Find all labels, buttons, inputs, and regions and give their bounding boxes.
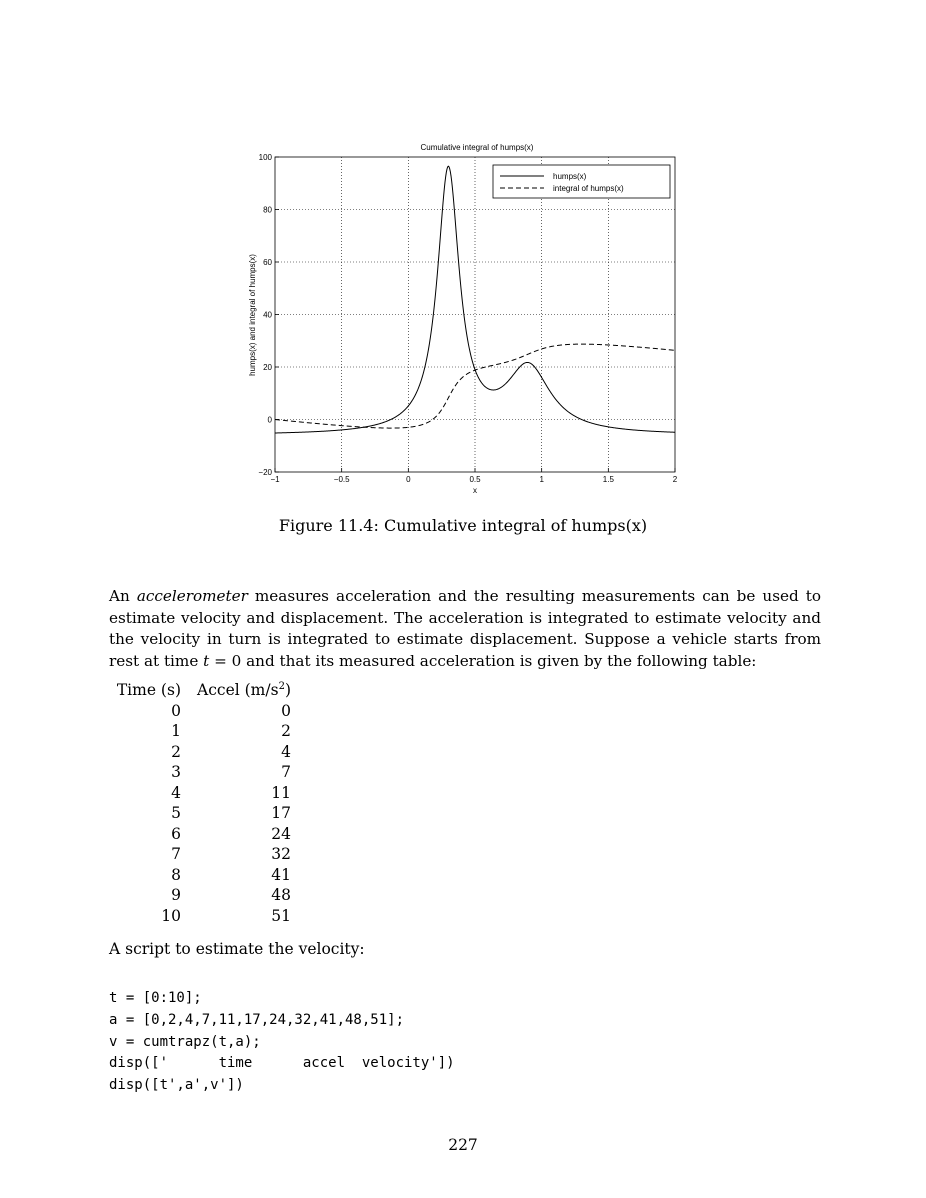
cell-time: 7 (171, 845, 181, 863)
cell-time: 4 (171, 783, 181, 802)
cell-time: 0 (171, 701, 181, 720)
cell-accel: 2 (281, 722, 291, 740)
script-intro: A script to estimate the velocity: (109, 940, 365, 958)
cell-time: 1 (171, 722, 181, 740)
table-header-row (115, 680, 291, 701)
header-time: Time (s) (116, 681, 181, 700)
cell-accel: 11 (271, 783, 291, 802)
body-paragraph (109, 586, 821, 672)
para-pre: An (109, 587, 137, 605)
table-row (115, 742, 291, 763)
chart-title: Cumulative integral of humps(x) (420, 143, 534, 152)
header-accel-sup: 2 (278, 681, 285, 693)
x-tick-label: −1 (270, 475, 280, 484)
x-tick-label: 0.5 (469, 475, 481, 484)
header-accel-pre: Accel (m/s (197, 681, 279, 700)
humps-figure (240, 140, 690, 500)
cell-accel: 41 (271, 865, 291, 884)
table-row (115, 885, 291, 906)
accel-table (115, 680, 291, 926)
x-tick-label: −0.5 (333, 475, 350, 484)
para-post: measures acceleration and the resulting measurements can be used to estimate velocity and displacement. The acceleration is integrated to estimate velocity and the velocity in turn is integrated to estimate displacement. Suppose a vehicle starts from rest at time (109, 587, 822, 670)
code-line: v = cumtrapz(t,a); (109, 1033, 261, 1050)
table-row (115, 721, 291, 742)
cell-time: 6 (171, 824, 181, 843)
table-row (115, 824, 291, 845)
x-tick-label: 1 (539, 475, 544, 484)
cell-accel: 4 (281, 742, 291, 761)
cell-accel: 48 (271, 886, 291, 904)
y-axis-label: humps(x) and integral of humps(x) (248, 254, 257, 376)
page-number: 227 (448, 1136, 478, 1154)
series-humps-line (275, 166, 675, 433)
para-var: t (203, 651, 210, 670)
y-tick-label: −20 (258, 468, 272, 477)
cell-accel: 0 (281, 701, 291, 720)
x-tick-label: 2 (672, 475, 678, 484)
code-line: disp([t',a',v']) (109, 1077, 244, 1094)
code-line: disp([' time accel velocity']) (109, 1055, 455, 1072)
table-row (115, 783, 291, 804)
table-row (115, 803, 291, 824)
table-row (115, 844, 291, 865)
table-row (115, 906, 291, 927)
x-tick-label: 0 (406, 475, 411, 484)
y-tick-label: 100 (258, 153, 272, 162)
figure-caption: Figure 11.4: Cumulative integral of humps(x) (278, 516, 648, 535)
cell-time: 5 (171, 804, 181, 822)
ticks (258, 153, 677, 484)
code-block (109, 988, 455, 1097)
code-line: a = [0,2,4,7,11,17,24,32,41,48,51]; (109, 1011, 405, 1028)
x-tick-label: 1.5 (602, 475, 614, 484)
legend (493, 165, 670, 198)
cell-accel: 24 (271, 824, 291, 843)
cell-accel: 32 (271, 845, 291, 863)
x-axis-label: x (473, 486, 477, 495)
y-tick-label: 80 (263, 205, 272, 215)
cell-accel: 51 (271, 906, 291, 925)
table-row (115, 865, 291, 886)
cell-time: 3 (171, 763, 181, 781)
code-line: t = [0:10]; (109, 990, 202, 1006)
cell-accel: 17 (271, 804, 291, 822)
y-tick-label: 60 (263, 258, 272, 267)
para-emph: accelerometer (136, 587, 248, 605)
para-eq: = 0 and that its measured acceleration is given by the following table: (209, 651, 757, 670)
cell-time: 2 (171, 742, 181, 761)
cell-time: 8 (171, 865, 181, 884)
legend-box (493, 165, 670, 198)
y-tick-label: 20 (263, 363, 272, 372)
header-accel-post: ) (284, 681, 291, 700)
cell-time: 10 (161, 906, 181, 925)
y-tick-label: 40 (263, 310, 272, 320)
table-row (115, 701, 291, 722)
cell-accel: 7 (281, 763, 291, 781)
table-row (115, 762, 291, 783)
header-accel (181, 680, 291, 701)
cell-time: 9 (171, 886, 181, 904)
y-tick-label: 0 (267, 415, 272, 425)
legend-label-humps: humps(x) (553, 172, 587, 181)
legend-label-integral: integral of humps(x) (553, 184, 624, 193)
